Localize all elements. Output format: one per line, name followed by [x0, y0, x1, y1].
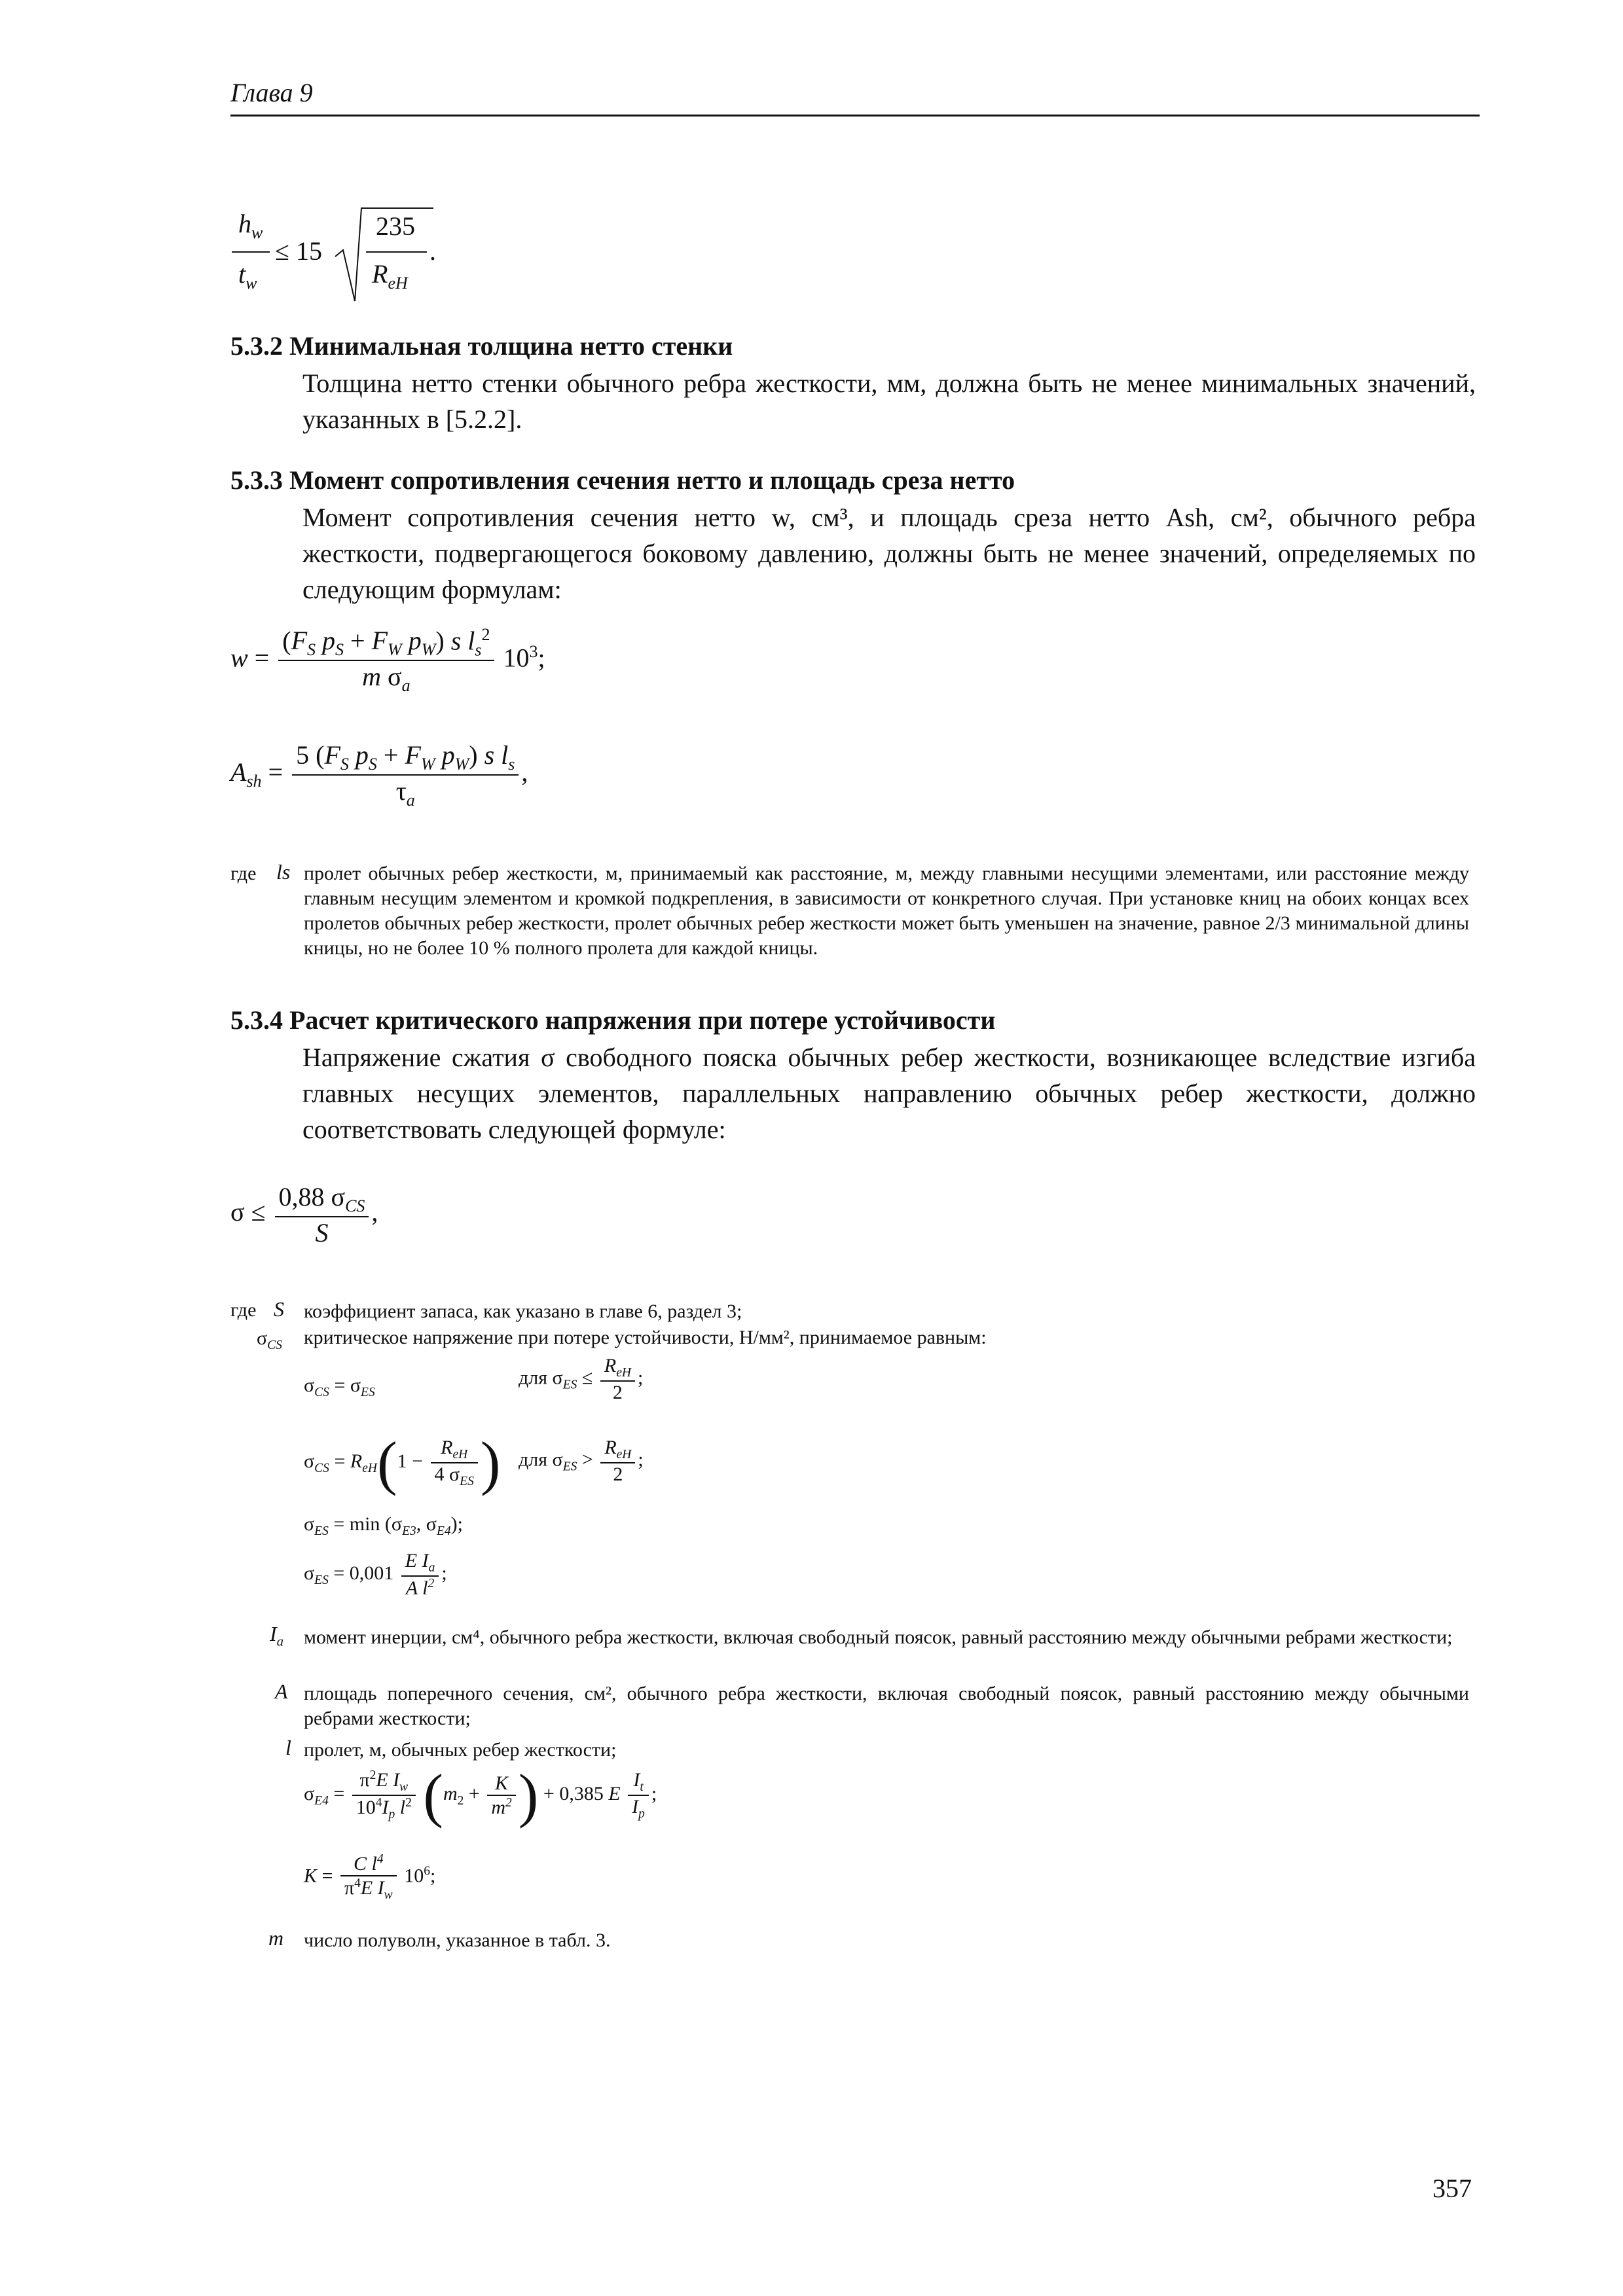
formula-slenderness: $h_w$ $t_w$ ≤ 15 235 $R_{eH}$ . — [230, 196, 453, 308]
chapter-header: Глава 9 — [230, 78, 313, 107]
symbol-m: m — [268, 1926, 284, 1950]
definition-l: пролет, м, обычных ребер жесткости; — [304, 1739, 617, 1761]
where-label-2: где — [230, 1299, 257, 1321]
where-label: где — [230, 863, 257, 884]
symbol-sigma-cs: $\sigma_{CS}$ — [257, 1327, 282, 1352]
symbol-ls-text: ls — [276, 860, 291, 884]
formula-sigma-es-min: $\sigma_{ES} = \min (\sigma_{E3}$, $\sigma_{E4}$); — [304, 1513, 463, 1538]
symbol-A: A — [275, 1679, 288, 1703]
symbol-l: l — [285, 1736, 291, 1759]
definition-m: число полуволн, указанное в табл. 3. — [304, 1929, 611, 1951]
condition-case1-word: для — [519, 1367, 548, 1389]
condition-case2: для $\sigma_{ES}$ > $\frac{R_{eH}}{2}$ ; — [519, 1437, 644, 1485]
formula-section-modulus: w = $\frac{(F_S p_S + F_W p_W) s l_s^2}{m \sigma_a}$ $10^3$; — [230, 625, 545, 696]
symbol-S: S — [274, 1297, 284, 1321]
definition-S: коэффициент запаса, как указано в главе 6, раздел 3; — [304, 1300, 742, 1322]
formula-sigma-cs-case1: $\sigma_{CS} = \sigma_{ES}$ — [304, 1374, 375, 1399]
section-5-3-4-title: 5.3.4 Расчет критического напряжения при потере устойчивости — [230, 1005, 996, 1035]
formula-sigma-e4: $\sigma_{E4}$ = $\frac{\pi^2E I_w}{10^4I_p l^2}$ ($m_2$ + $\frac{K}{m^2}$ ) + 0,385 E $\frac{I_t}{I_p}$ ; — [304, 1762, 657, 1829]
page-number: 357 — [1432, 2174, 1472, 2203]
definition-sigma-cs: критическое напряжение при потере устойчивости, Н/мм², принимаемое равным: — [304, 1327, 987, 1348]
symbol-ls — [276, 860, 290, 884]
formula-stress-check: σ ≤ $\frac{0,88 \sigma_{CS}}{S}$ , — [230, 1182, 378, 1247]
condition-case1: для $\sigma_{ES}$ ≤ $\frac{R_{eH}}{2}$ ; — [519, 1355, 644, 1403]
formula-sigma-cs-case2: $\sigma_{CS} = R_{eH}(1$ − $\frac{R_{eH}}{4 \sigma_{ES}}$ ) — [304, 1429, 501, 1496]
definition-A: площадь поперечного сечения, см², обычного ребра жесткости, включая свободный поясок, равный расстоянию между обычными ребрами жесткости; — [304, 1683, 1469, 1729]
header-rule — [230, 115, 1480, 117]
definition-ls: пролет обычных ребер жесткости, м, принимаемый как расстояние, м, между главными несущими элементами, или расстояние между главным несущим элементом и кромкой подкрепления, в зависимости от конкретного случая. При установке книц на обоих концах всех пролетов обычных ребер жесткости, пролет обычных ребер жесткости может быть уменьшен на значение, равное 2/3 минимальной длины кницы, но не более 10 % полного пролета для каждой кницы. — [304, 863, 1469, 959]
formula-shear-area: $A_{sh}$ = $\frac{5 (F_S p_S + F_W p_W) s l_s}{\tau_a}$ , — [230, 740, 528, 810]
section-5-3-2-text: Толщина нетто стенки обычного ребра жесткости, мм, должна быть не менее минимальных значений, указанных в [5.2.2]. — [302, 368, 1476, 434]
formula-K: K = $\frac{C l^4}{\pi^4E I_w}$ $10^6$; — [304, 1852, 436, 1902]
section-5-3-4-text: Напряжение сжатия σ свободного пояска обычных ребер жесткости, возникающее вследствие изгиба главных несущих элементов, параллельных направлению обычных ребер жесткости, должно соответствовать следующей формуле: — [302, 1043, 1476, 1144]
section-5-3-2-title: 5.3.2 Минимальная толщина нетто стенки — [230, 331, 733, 361]
section-5-3-3-text: Момент сопротивления сечения нетто w, см³, и площадь среза нетто Ash, см², обычного ребра жесткости, подвергающегося боковому давлению, должны быть не менее значений, определяемых по следующим формулам: — [302, 503, 1476, 604]
definition-Ia: момент инерции, см⁴, обычного ребра жесткости, включая свободный поясок, равный расстоянию между обычными ребрами жесткости; — [304, 1626, 1453, 1648]
symbol-Ia: $I_a$ — [270, 1622, 284, 1649]
formula-sigma-e3: $\sigma_{ES} = 0,001$ $\frac{E I_a}{A l^2}$ ; — [304, 1550, 447, 1599]
section-5-3-3-title: 5.3.3 Момент сопротивления сечения нетто и площадь среза нетто — [230, 465, 1015, 495]
condition-case2-word: для — [519, 1448, 548, 1471]
